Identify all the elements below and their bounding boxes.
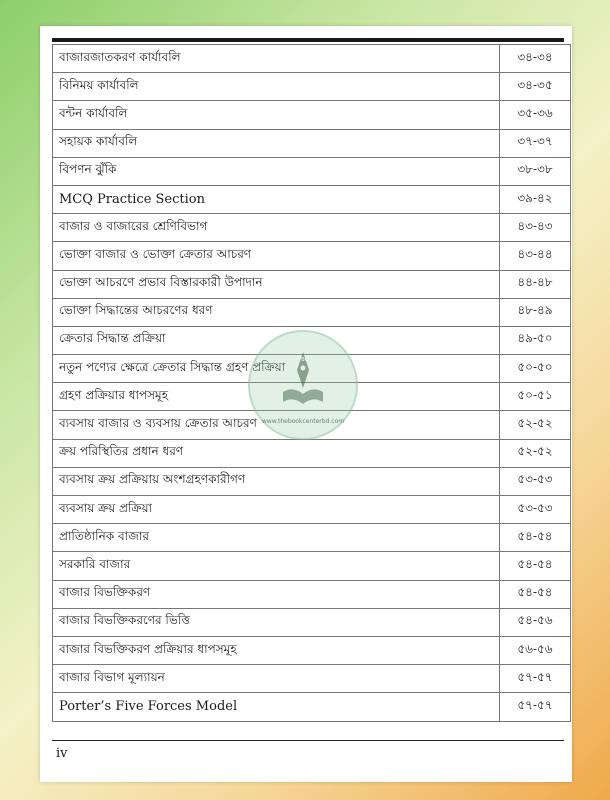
page-number: iv <box>56 746 68 761</box>
toc-topic: নতুন পণ্যের ক্ষেত্রে ক্রেতার সিদ্ধান্ত গ্রহণ প্রক্রিয়া <box>53 355 500 383</box>
toc-row <box>53 693 571 721</box>
toc-pages: ৫৩-৫৩ <box>500 496 571 524</box>
toc-topic: ভোক্তা আচরণে প্রভাব বিস্তারকারী উপাদান <box>53 270 500 298</box>
toc-topic: বিনিময় কার্যাবলি <box>53 73 500 101</box>
toc-pages: ৪৯-৫০ <box>500 326 571 354</box>
toc-topic: ব্যবসায় ক্রয় প্রক্রিয়া <box>53 496 500 524</box>
svg-text:TBC: TBC <box>298 357 308 363</box>
toc-row <box>53 157 571 185</box>
toc-topic: বাজার বিভক্তিকরণের ভিত্তি <box>53 608 500 636</box>
toc-pages: ৫০-৫০ <box>500 355 571 383</box>
toc-row <box>53 270 571 298</box>
toc-row <box>53 73 571 101</box>
toc-row <box>53 45 571 73</box>
toc-pages: ৫৩-৫৩ <box>500 467 571 495</box>
watermark-logo <box>248 330 358 440</box>
toc-topic: ভোক্তা বাজার ও ভোক্তা ক্রেতার আচরণ <box>53 242 500 270</box>
top-rule <box>52 38 564 42</box>
toc-pages: ৫৪-৫৪ <box>500 552 571 580</box>
toc-topic: ক্রেতার সিদ্ধান্ত প্রক্রিয়া <box>53 326 500 354</box>
toc-topic: MCQ Practice Section <box>53 185 500 213</box>
toc-topic: গ্রহণ প্রক্রিয়ার ধাপসমূহ <box>53 383 500 411</box>
toc-pages: ৩৮-৩৮ <box>500 157 571 185</box>
toc-pages: ৫৭-৫৭ <box>500 693 571 721</box>
toc-topic: বিপণন ঝুঁকি <box>53 157 500 185</box>
toc-row <box>53 467 571 495</box>
toc-row <box>53 608 571 636</box>
toc-pages: ৫৪-৫৪ <box>500 524 571 552</box>
toc-topic: ক্রয় পরিস্থিতির প্রধান ধরণ <box>53 439 500 467</box>
toc-pages: ৪৩-৪৩ <box>500 214 571 242</box>
toc-row <box>53 101 571 129</box>
toc-pages: ৩৭-৩৭ <box>500 129 571 157</box>
toc-row <box>53 636 571 664</box>
toc-pages: ৪৮-৪৯ <box>500 298 571 326</box>
bottom-rule <box>52 740 564 741</box>
toc-row <box>53 580 571 608</box>
toc-pages: ৩৪-৩৫ <box>500 73 571 101</box>
toc-topic: সরকারি বাজার <box>53 552 500 580</box>
toc-pages: ৫৭-৫৭ <box>500 665 571 693</box>
toc-pages: ৪৪-৪৮ <box>500 270 571 298</box>
toc-row <box>53 242 571 270</box>
toc-row <box>53 524 571 552</box>
toc-row <box>53 298 571 326</box>
toc-pages: ৫২-৫২ <box>500 439 571 467</box>
toc-topic: ভোক্তা সিদ্ধান্তের আচরণের ধরণ <box>53 298 500 326</box>
toc-row <box>53 496 571 524</box>
toc-row <box>53 214 571 242</box>
toc-topic: বন্টন কার্যাবলি <box>53 101 500 129</box>
toc-pages: ৩৪-৩৪ <box>500 45 571 73</box>
toc-topic: Porter’s Five Forces Model <box>53 693 500 721</box>
toc-row <box>53 185 571 213</box>
toc-topic: ব্যবসায় বাজার ও ব্যবসায় ক্রেতার আচরণ <box>53 411 500 439</box>
toc-topic: সহায়ক কার্যাবলি <box>53 129 500 157</box>
toc-topic: প্রাতিষ্ঠানিক বাজার <box>53 524 500 552</box>
toc-row <box>53 129 571 157</box>
toc-pages: ৪৩-৪৪ <box>500 242 571 270</box>
toc-pages: ৩৯-৪২ <box>500 185 571 213</box>
toc-pages: ৫৪-৫৪ <box>500 580 571 608</box>
toc-pages: ৫০-৫১ <box>500 383 571 411</box>
toc-pages: ৫৪-৫৬ <box>500 608 571 636</box>
toc-topic: বাজার বিভাগ মূল্যায়ন <box>53 665 500 693</box>
toc-row <box>53 439 571 467</box>
watermark-site: www.thebookcenterbd.com <box>261 418 345 425</box>
book-pen-icon <box>279 348 327 412</box>
toc-topic: ব্যবসায় ক্রয় প্রক্রিয়ায় অংশগ্রহণকারীগণ <box>53 467 500 495</box>
toc-topic: বাজারজাতকরণ কার্যাবলি <box>53 45 500 73</box>
toc-row <box>53 552 571 580</box>
toc-pages: ৫৬-৫৬ <box>500 636 571 664</box>
toc-topic: বাজার বিভক্তিকরণ <box>53 580 500 608</box>
toc-topic: বাজার বিভক্তিকরণ প্রক্রিয়ার ধাপসমূহ <box>53 636 500 664</box>
toc-topic: বাজার ও বাজারের শ্রেণিবিভাগ <box>53 214 500 242</box>
toc-row <box>53 665 571 693</box>
toc-pages: ৫২-৫২ <box>500 411 571 439</box>
toc-pages: ৩৫-৩৬ <box>500 101 571 129</box>
